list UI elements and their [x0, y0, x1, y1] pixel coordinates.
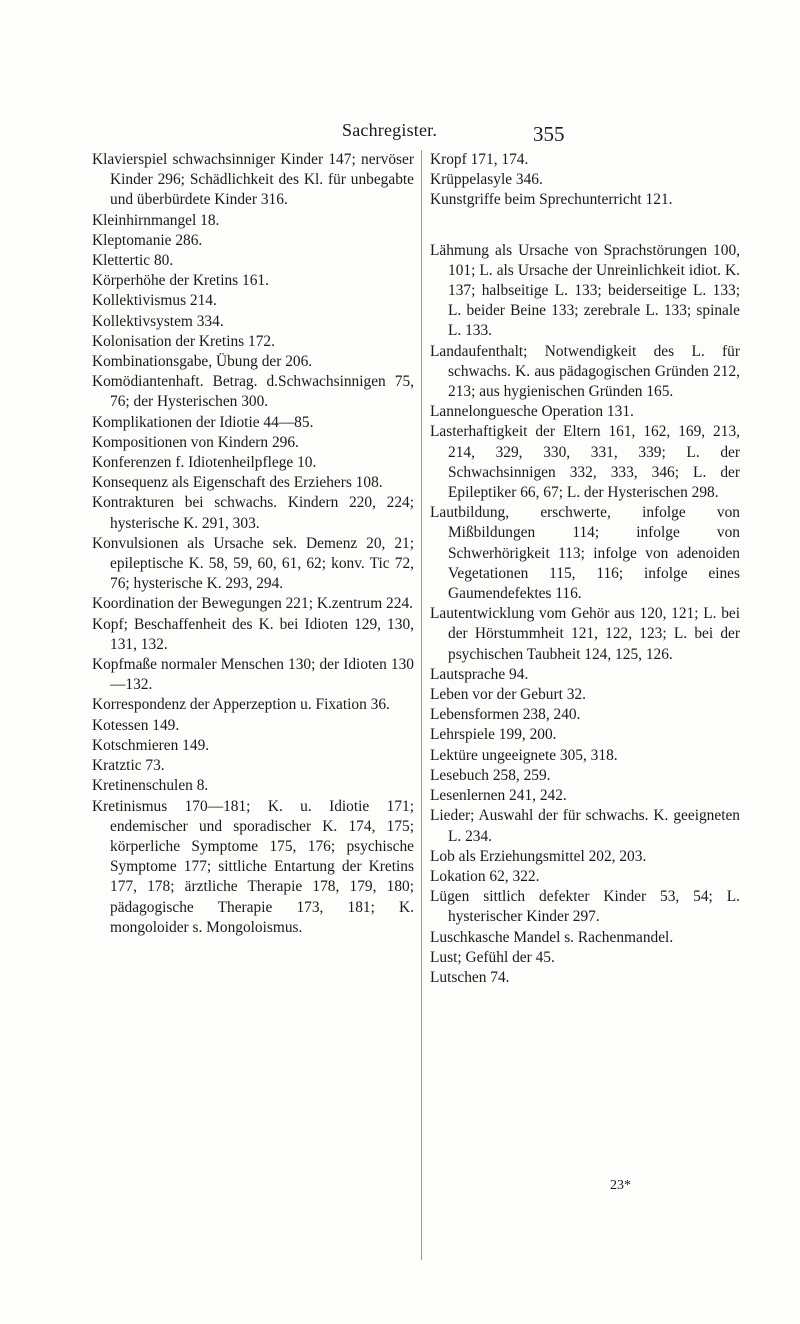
index-entry: Lebensformen 238, 240. [430, 706, 581, 724]
index-entry: Kropf 171, 174. [430, 151, 529, 168]
index-column-right [430, 150, 740, 988]
index-entry: Lautentwicklung vom Gehör aus 120, 121; L. bei der Hörstummheit 121, 122, 123; L. bei der psychischen Taubheit 124, 125, 126. [430, 605, 740, 663]
page-number: 355 [533, 122, 565, 146]
index-entry: Konsequenz als Eigenschaft des Erziehers 108. [92, 474, 383, 492]
index-entry: Kopfmaße normaler Menschen 130; der Idioten 130—132. [92, 656, 414, 694]
index-entry: Korrespondenz der Apperzeption u. Fixation 36. [92, 696, 390, 714]
index-entry: Kratztic 73. [92, 757, 165, 775]
index-column-left [92, 150, 414, 938]
index-entry: Klettertic 80. [92, 252, 174, 270]
index-entry: Lügen sittlich defekter Kinder 53, 54; L. hysterischer Kinder 297. [430, 888, 740, 926]
index-entry: Kunstgriffe beim Sprechunterricht 121. [430, 191, 673, 209]
index-entry: Kretinenschulen 8. [92, 777, 209, 795]
index-entry: Kompositionen von Kindern 296. [92, 433, 299, 451]
index-entry: Kretinismus 170—181; K. u. Idiotie 171; endemischer und sporadischer K. 174, 175; körperliche Symptome 175, 176; psychische Symptome 177; sittliche Entartung der Kretins 177, 178; ärztliche Therapie 178, 179, 180; pädagogische Therapie 173, 181; K. mongoloider s. Mongoloismus. [92, 797, 414, 936]
index-entry: Kollektivismus 214. [92, 292, 217, 310]
index-entry: Kolonisation der Kretins 172. [92, 332, 275, 350]
index-entry: Klavierspiel schwachsinniger Kinder 147; nervöser Kinder 296; Schädlichkeit des Kl. für unbegabte und überbürdete Kinder 316. [92, 151, 414, 209]
index-entry: Kombinationsgabe, Übung der 206. [92, 353, 313, 371]
running-head [0, 120, 800, 150]
index-entry: Kopf; Beschaffenheit des K. bei Idioten 129, 130, 131, 132. [92, 615, 414, 653]
index-entry: Kleinhirnmangel 18. [92, 211, 220, 229]
index-entry: Konvulsionen als Ursache sek. Demenz 20, 21; epileptische K. 58, 59, 60, 61, 62; konv. Tic 72, 76; hysterische K. 293, 294. [92, 534, 414, 593]
index-entry: Krüppelasyle 346. [430, 171, 543, 189]
index-entry: Lutschen 74. [430, 968, 510, 986]
index-entry: Lust; Gefühl der 45. [430, 948, 555, 966]
index-entry: Kotessen 149. [92, 716, 180, 734]
section-gap [430, 211, 740, 241]
index-entry: Lesebuch 258, 259. [430, 766, 551, 784]
index-entry: Kollektivsystem 334. [92, 312, 224, 330]
index-entry: Lasterhaftigkeit der Eltern 161, 162, 169, 213, 214, 329, 330, 331, 339; L. der Schwachsinnigen 332, 333, 346; L. der Epileptiker 66, 67; L. der Hysterischen 298. [430, 423, 740, 502]
index-entry: Leben vor der Geburt 32. [430, 686, 586, 704]
index-entry: Kontrakturen bei schwachs. Kindern 220, 224; hysterische K. 291, 303. [92, 494, 414, 532]
running-title: Sachregister. [342, 120, 438, 140]
sheet-signature: 23* [610, 1178, 631, 1193]
index-entry: Lähmung als Ursache von Sprachstörungen 100, 101; L. als Ursache der Unreinlichkeit idiot. K. 137; halbseitige L. 133; beiderseitige L. 133; L. beider Beine 133; zerebrale L. 133; spinale L. 133. [430, 241, 740, 340]
index-entry: Lannelonguesche Operation 131. [430, 403, 634, 421]
index-entry: Komplikationen der Idiotie 44—85. [92, 413, 314, 431]
index-entry: Körperhöhe der Kretins 161. [92, 272, 269, 290]
index-entry: Komödiantenhaft. Betrag. d.Schwachsinnigen 75, 76; der Hysterischen 300. [92, 373, 414, 411]
index-entry: Kleptomanie 286. [92, 231, 203, 249]
index-entry: Kotschmieren 149. [92, 736, 210, 754]
index-entry: Konferenzen f. Idiotenheilpflege 10. [92, 454, 317, 472]
index-entry: Koordination der Bewegungen 221; K.zentrum 224. [92, 595, 413, 613]
index-entry: Lieder; Auswahl der für schwachs. K. geeigneten L. 234. [430, 807, 740, 845]
index-entry: Lob als Erziehungsmittel 202, 203. [430, 847, 647, 865]
index-entry: Lokation 62, 322. [430, 867, 540, 885]
index-entry: Landaufenthalt; Notwendigkeit des L. für schwachs. K. aus pädagogischen Gründen 212, 213; aus hygienischen Gründen 165. [430, 342, 740, 401]
index-entry: Lautbildung, erschwerte, infolge von Mißbildungen 114; infolge von Schwerhörigkeit 113; infolge von adenoiden Vegetationen 115, 116; infolge eines Gaumendefektes 116. [430, 504, 740, 603]
index-entry: Lautsprache 94. [430, 665, 529, 683]
index-entry: Lesenlernen 241, 242. [430, 787, 567, 805]
index-entry: Lehrspiele 199, 200. [430, 726, 557, 744]
column-divider [421, 150, 422, 1260]
index-entry: Luschkasche Mandel s. Rachenmandel. [430, 928, 674, 946]
index-entry: Lektüre ungeeignete 305, 318. [430, 746, 618, 764]
